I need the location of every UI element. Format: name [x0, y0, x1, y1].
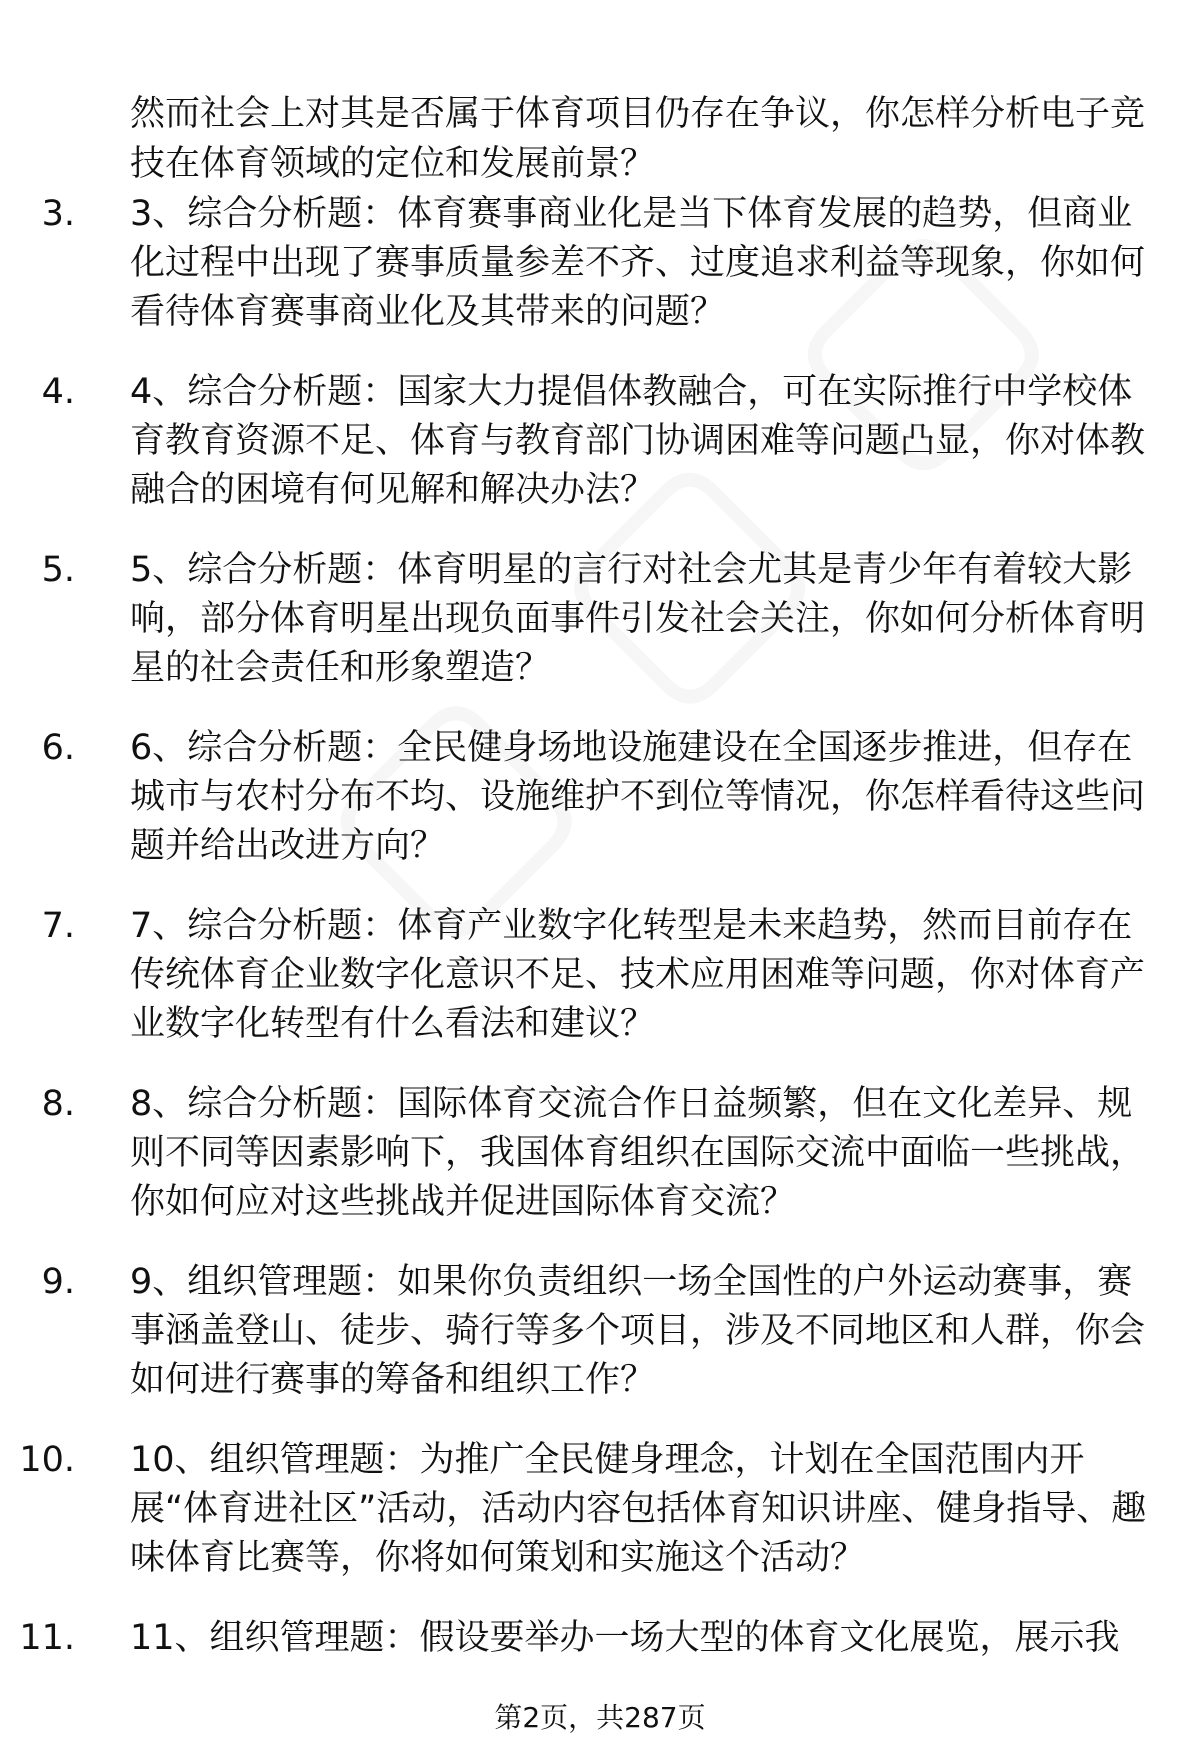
question-number: 6.: [41, 728, 75, 768]
question-number: 10.: [19, 1440, 75, 1480]
question-item-5: [0, 546, 1160, 693]
question-text: 11、组织管理题：假设要举办一场大型的体育文化展览，展示我: [130, 1618, 1120, 1658]
question-item-4: [0, 368, 1160, 515]
question-number: 4.: [41, 372, 75, 412]
question-number: 5.: [41, 550, 75, 590]
question-text: 7、综合分析题：体育产业数字化转型是未来趋势，然而目前存在传统体育企业数字化意识不足、技术应用困难等问题，你对体育产业数字化转型有什么看法和建议？: [130, 906, 1146, 1044]
question-list: [0, 190, 1200, 1694]
question-number: 11.: [19, 1618, 75, 1658]
question-item-8: [0, 1080, 1160, 1227]
question-item-3: [0, 190, 1160, 337]
question-item-7: [0, 902, 1160, 1049]
question-text: 10、组织管理题：为推广全民健身理念，计划在全国范围内开展“体育进社区”活动，活动内容包括体育知识讲座、健身指导、趣味体育比赛等，你将如何策划和实施这个活动？: [130, 1440, 1147, 1578]
question-item-11: [0, 1614, 1160, 1663]
question-text: 4、综合分析题：国家大力提倡体教融合，可在实际推行中学校体育教育资源不足、体育与教育部门协调困难等问题凸显，你对体教融合的困境有何见解和解决办法？: [130, 372, 1146, 510]
question-number: 7.: [41, 906, 75, 946]
question-number: 3.: [41, 194, 75, 234]
page-footer: 第2页，共287页: [494, 1701, 706, 1734]
question-text: 9、组织管理题：如果你负责组织一场全国性的户外运动赛事，赛事涵盖登山、徒步、骑行等多个项目，涉及不同地区和人群，你会如何进行赛事的筹备和组织工作？: [130, 1262, 1146, 1400]
question-text: 3、综合分析题：体育赛事商业化是当下体育发展的趋势，但商业化过程中出现了赛事质量参差不齐、过度追求利益等现象，你如何看待体育赛事商业化及其带来的问题？: [130, 194, 1146, 332]
question-text: 5、综合分析题：体育明星的言行对社会尤其是青少年有着较大影响，部分体育明星出现负面事件引发社会关注，你如何分析体育明星的社会责任和形象塑造？: [130, 550, 1146, 688]
question-item-9: [0, 1258, 1160, 1405]
question-text: 6、综合分析题：全民健身场地设施建设在全国逐步推进，但存在城市与农村分布不均、设施维护不到位等情况，你怎样看待这些问题并给出改进方向？: [130, 728, 1146, 866]
question-text: 8、综合分析题：国际体育交流合作日益频繁，但在文化差异、规则不同等因素影响下，我国体育组织在国际交流中面临一些挑战，你如何应对这些挑战并促进国际体育交流？: [130, 1084, 1146, 1222]
question-number: 8.: [41, 1084, 75, 1124]
question-number: 9.: [41, 1262, 75, 1302]
question-item-6: [0, 724, 1160, 871]
question-item-10: [0, 1436, 1160, 1583]
intro-paragraph: 然而社会上对其是否属于体育项目仍存在争议，你怎样分析电子竞技在体育领域的定位和发展前景？: [130, 94, 1146, 184]
